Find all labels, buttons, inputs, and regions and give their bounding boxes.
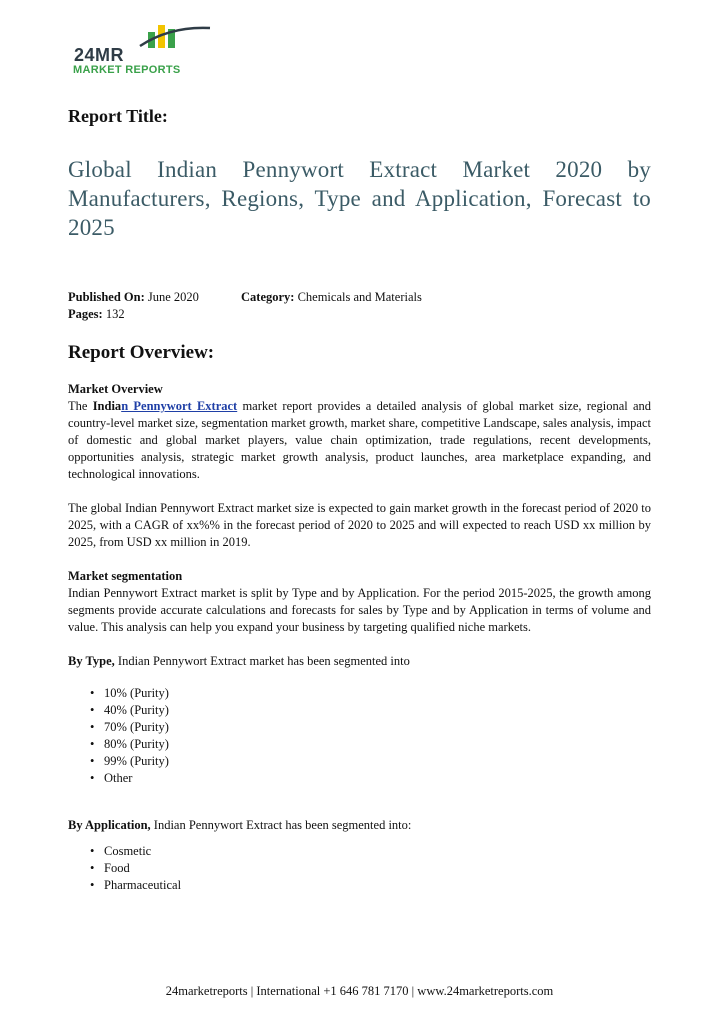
product-link[interactable]: n Pennywort Extract: [121, 399, 238, 413]
by-application-intro: [68, 817, 651, 834]
list-item: • Food: [68, 860, 181, 877]
overview-paragraph: market report provides a detailed analysis of global market size, regional and country-level market size, segmentation market growth, market share, competitive Landscape, sales analysis, impact of domestic and global market players, value chain optimization, trade regulations, recent developments, opportunities analysis, strategic market growth analysis, product launches, area marketplace expanding, and technological innovations.: [68, 399, 652, 481]
type-list: [68, 685, 169, 787]
published-on: [68, 290, 199, 305]
by-type-label: By Type,: [68, 654, 115, 668]
category: [241, 290, 422, 305]
published-label: Published On:: [68, 290, 145, 304]
overview-bold: India: [92, 399, 122, 413]
list-item: • 40% (Purity): [68, 702, 169, 719]
list-item: • Pharmaceutical: [68, 877, 181, 894]
category-label: Category:: [241, 290, 295, 304]
by-type-text: Indian Pennywort Extract market has been segmented into: [114, 654, 410, 668]
pages-label: Pages:: [68, 307, 103, 321]
segmentation-section: [68, 568, 651, 636]
logo-text: 24MR: [74, 45, 125, 65]
market-size-paragraph: The global Indian Pennywort Extract market size is expected to gain market growth in the forecast period of 2020 to 2025, with a CAGR of xx%% in the forecast period of 2020 to 2025 and will expected to reach USD xx million by 2025, from USD xx million in 2019.: [68, 501, 651, 549]
title-line-3: 2025: [68, 215, 115, 240]
list-item: • 70% (Purity): [68, 719, 169, 736]
list-item: • 10% (Purity): [68, 685, 169, 702]
title-line-2: Manufacturers, Regions, Type and Application, Forecast to: [68, 186, 651, 211]
report-overview-heading: Report Overview:: [68, 342, 215, 363]
list-item: • 99% (Purity): [68, 753, 169, 770]
segmentation-paragraph: Indian Pennywort Extract market is split by Type and by Application. For the period 2015-2025, the growth among segments provide accurate calculations and forecasts for sales by Type and by Application in terms of volume and value. This analysis can help you expand your business by targeting qualified niche markets.: [68, 586, 651, 634]
by-application-text: Indian Pennywort Extract has been segmented into:: [150, 818, 412, 832]
by-type-intro: [68, 653, 651, 670]
published-value: June 2020: [147, 290, 199, 304]
application-list: [68, 843, 181, 894]
page-footer: 24marketreports | International +1 646 781 7170 | www.24marketreports.com: [165, 984, 554, 998]
overview-prefix: The: [68, 399, 93, 413]
title-line-1: Global Indian Pennywort Extract Market 2020 by: [68, 157, 651, 182]
report-title: [68, 155, 651, 242]
market-overview-heading: Market Overview: [68, 382, 163, 396]
pages-value: 132: [105, 307, 125, 321]
category-value: Chemicals and Materials: [297, 290, 422, 304]
list-item: • 80% (Purity): [68, 736, 169, 753]
list-item: • Cosmetic: [68, 843, 181, 860]
report-title-label: Report Title:: [68, 106, 168, 126]
segmentation-heading: Market segmentation: [68, 569, 183, 583]
logo-subtext: MARKET REPORTS: [73, 64, 181, 76]
by-application-label: By Application,: [68, 818, 151, 832]
company-logo: [70, 20, 220, 80]
pages: [68, 307, 125, 322]
list-item: • Other: [68, 770, 169, 787]
market-overview-section: [68, 381, 651, 483]
